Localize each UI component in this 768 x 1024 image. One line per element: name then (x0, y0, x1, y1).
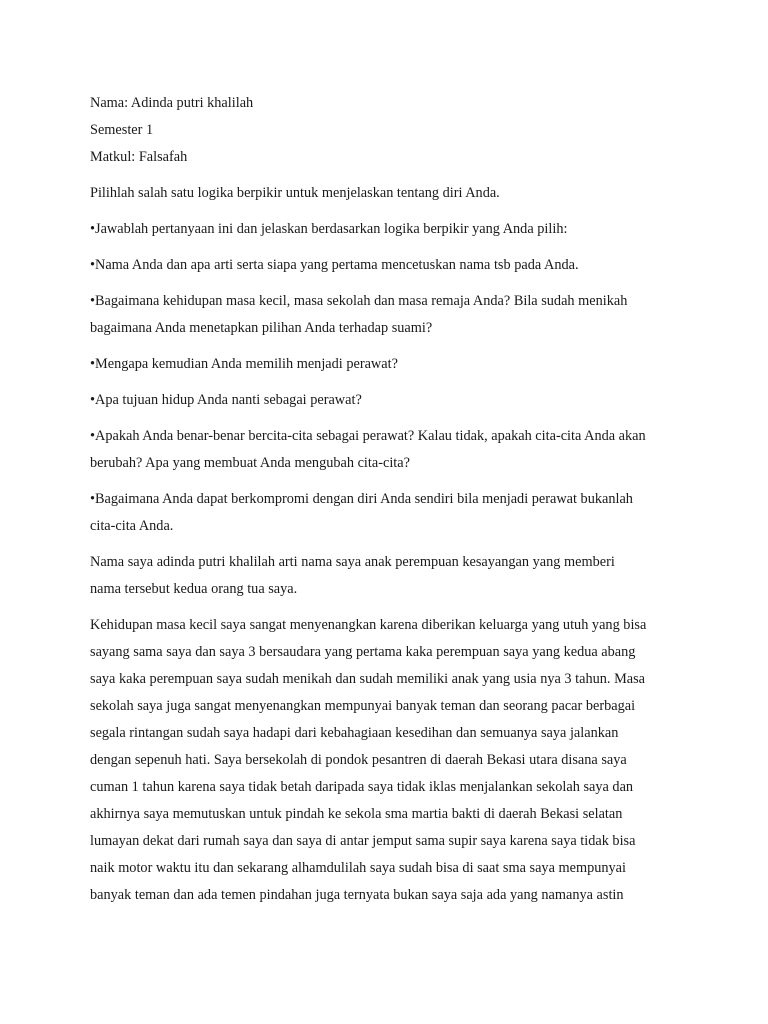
text-line: cita-cita Anda. (90, 518, 174, 534)
text-line: •Mengapa kemudian Anda memilih menjadi perawat? (90, 356, 398, 372)
paragraph (90, 387, 702, 414)
text-line: dengan sepenuh hati. Saya bersekolah di pondok pesantren di daerah Bekasi utara disana saya (90, 752, 627, 768)
text-line: •Jawablah pertanyaan ini dan jelaskan berdasarkan logika berpikir yang Anda pilih: (90, 221, 568, 237)
paragraph (90, 216, 702, 243)
paragraph (90, 486, 702, 540)
text-line: segala rintangan sudah saya hadapi dari kebahagiaan kesedihan dan semuanya saya jalankan (90, 725, 619, 741)
text-line: •Apakah Anda benar-benar bercita-cita sebagai perawat? Kalau tidak, apakah cita-cita Anda akan (90, 428, 646, 444)
paragraph (90, 423, 702, 477)
text-line: •Apa tujuan hidup Anda nanti sebagai perawat? (90, 392, 362, 408)
text-line: banyak teman dan ada temen pindahan juga ternyata bukan saya saja ada yang namanya astin (90, 887, 624, 903)
text-line: Kehidupan masa kecil saya sangat menyenangkan karena diberikan keluarga yang utuh yang bisa (90, 617, 647, 633)
text-line: lumayan dekat dari rumah saya dan saya di antar jemput sama supir saya karena saya tidak bisa (90, 833, 636, 849)
paragraph-list (90, 180, 702, 909)
text-line: berubah? Apa yang membuat Anda mengubah cita-cita? (90, 455, 410, 471)
text-line: •Nama Anda dan apa arti serta siapa yang pertama mencetuskan nama tsb pada Anda. (90, 257, 579, 273)
text-line: nama tersebut kedua orang tua saya. (90, 581, 298, 597)
document-body (90, 90, 702, 918)
semester: Semester 1 (90, 122, 154, 138)
course-name: Matkul: Falsafah (90, 149, 188, 165)
text-line: sekolah saya juga sangat menyenangkan mempunyai banyak teman dan seorang pacar berbagai (90, 698, 636, 714)
paragraph (90, 549, 702, 603)
text-line: Nama saya adinda putri khalilah arti nama saya anak perempuan kesayangan yang memberi (90, 554, 615, 570)
paragraph (90, 180, 702, 207)
paragraph (90, 612, 702, 909)
text-line: bagaimana Anda menetapkan pilihan Anda terhadap suami? (90, 320, 433, 336)
text-line: cuman 1 tahun karena saya tidak betah daripada saya tidak iklas menjalankan sekolah saya dan (90, 779, 634, 795)
paragraph (90, 288, 702, 342)
text-line: •Bagaimana Anda dapat berkompromi dengan diri Anda sendiri bila menjadi perawat bukanlah (90, 491, 633, 507)
text-line: saya kaka perempuan saya sudah menikah dan sudah memiliki anak yang usia nya 3 tahun. Masa (90, 671, 646, 687)
text-line: •Bagaimana kehidupan masa kecil, masa sekolah dan masa remaja Anda? Bila sudah menikah (90, 293, 628, 309)
text-line: akhirnya saya memutuskan untuk pindah ke sekola sma martia bakti di daerah Bekasi selatan (90, 806, 623, 822)
paragraph (90, 351, 702, 378)
student-name: Nama: Adinda putri khalilah (90, 95, 254, 111)
text-line: naik motor waktu itu dan sekarang alhamdulilah saya sudah bisa di saat sma saya mempunyai (90, 860, 626, 876)
text-line: Pilihlah salah satu logika berpikir untuk menjelaskan tentang diri Anda. (90, 185, 500, 201)
paragraph (90, 252, 702, 279)
text-line: sayang sama saya dan saya 3 bersaudara yang pertama kaka perempuan saya yang kedua abang (90, 644, 636, 660)
